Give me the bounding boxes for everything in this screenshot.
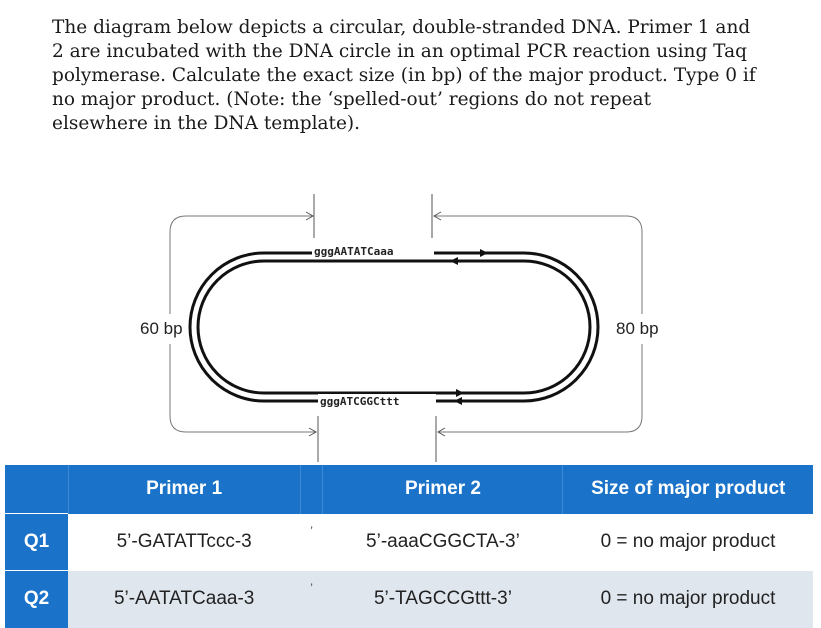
- dna-circle-figure: [0, 180, 821, 470]
- header-primer-1: Primer 1: [68, 465, 300, 514]
- header-blank: [5, 465, 68, 514]
- table-row: [5, 571, 813, 628]
- primer-1-cell: 5’-AATATCaaa-3: [68, 571, 300, 628]
- right-length-bracket: [434, 216, 642, 314]
- answer-cell[interactable]: 0 = no major product: [563, 571, 813, 628]
- dna-outer-strand: [190, 253, 598, 401]
- answer-cell[interactable]: 0 = no major product: [563, 514, 813, 571]
- dna-diagram: [0, 180, 821, 470]
- left-length-label: 60 bp: [140, 319, 183, 338]
- primer-2-cell: 5’-aaaCGGCTA-3’: [323, 514, 563, 571]
- primer-table: [5, 465, 813, 628]
- question-line: elsewhere in the DNA template).: [52, 113, 361, 134]
- question-line: 2 are incubated with the DNA circle in an optimal PCR reaction using Taq: [52, 41, 747, 62]
- primer-1-cell: 5’-GATATTccc-3: [68, 514, 300, 571]
- row-id: Q2: [5, 571, 68, 628]
- prime-mark: ’: [300, 514, 323, 571]
- table-row: [5, 514, 813, 571]
- question-text: [52, 16, 792, 136]
- header-size-of-major-product: Size of major product: [563, 465, 813, 514]
- question-line: no major product. (Note: the ‘spelled-out’ regions do not repeat: [52, 89, 652, 110]
- row-id: Q1: [5, 514, 68, 571]
- header-spacer: [300, 465, 323, 514]
- right-length-label: 80 bp: [616, 319, 659, 338]
- top-sequence-label: gggAATATCaaa: [314, 245, 394, 258]
- prime-mark: ’: [300, 571, 323, 628]
- question-line: The diagram below depicts a circular, double-stranded DNA. Primer 1 and: [52, 17, 751, 38]
- dna-inner-strand: [198, 261, 590, 393]
- primer-2-cell: 5’-TAGCCGttt-3’: [323, 571, 563, 628]
- bottom-sequence-label: gggATCGGCttt: [320, 395, 400, 408]
- question-line: polymerase. Calculate the exact size (in bp) of the major product. Type 0 if: [52, 65, 756, 86]
- header-primer-2: Primer 2: [323, 465, 563, 514]
- table-header-row: [5, 465, 813, 514]
